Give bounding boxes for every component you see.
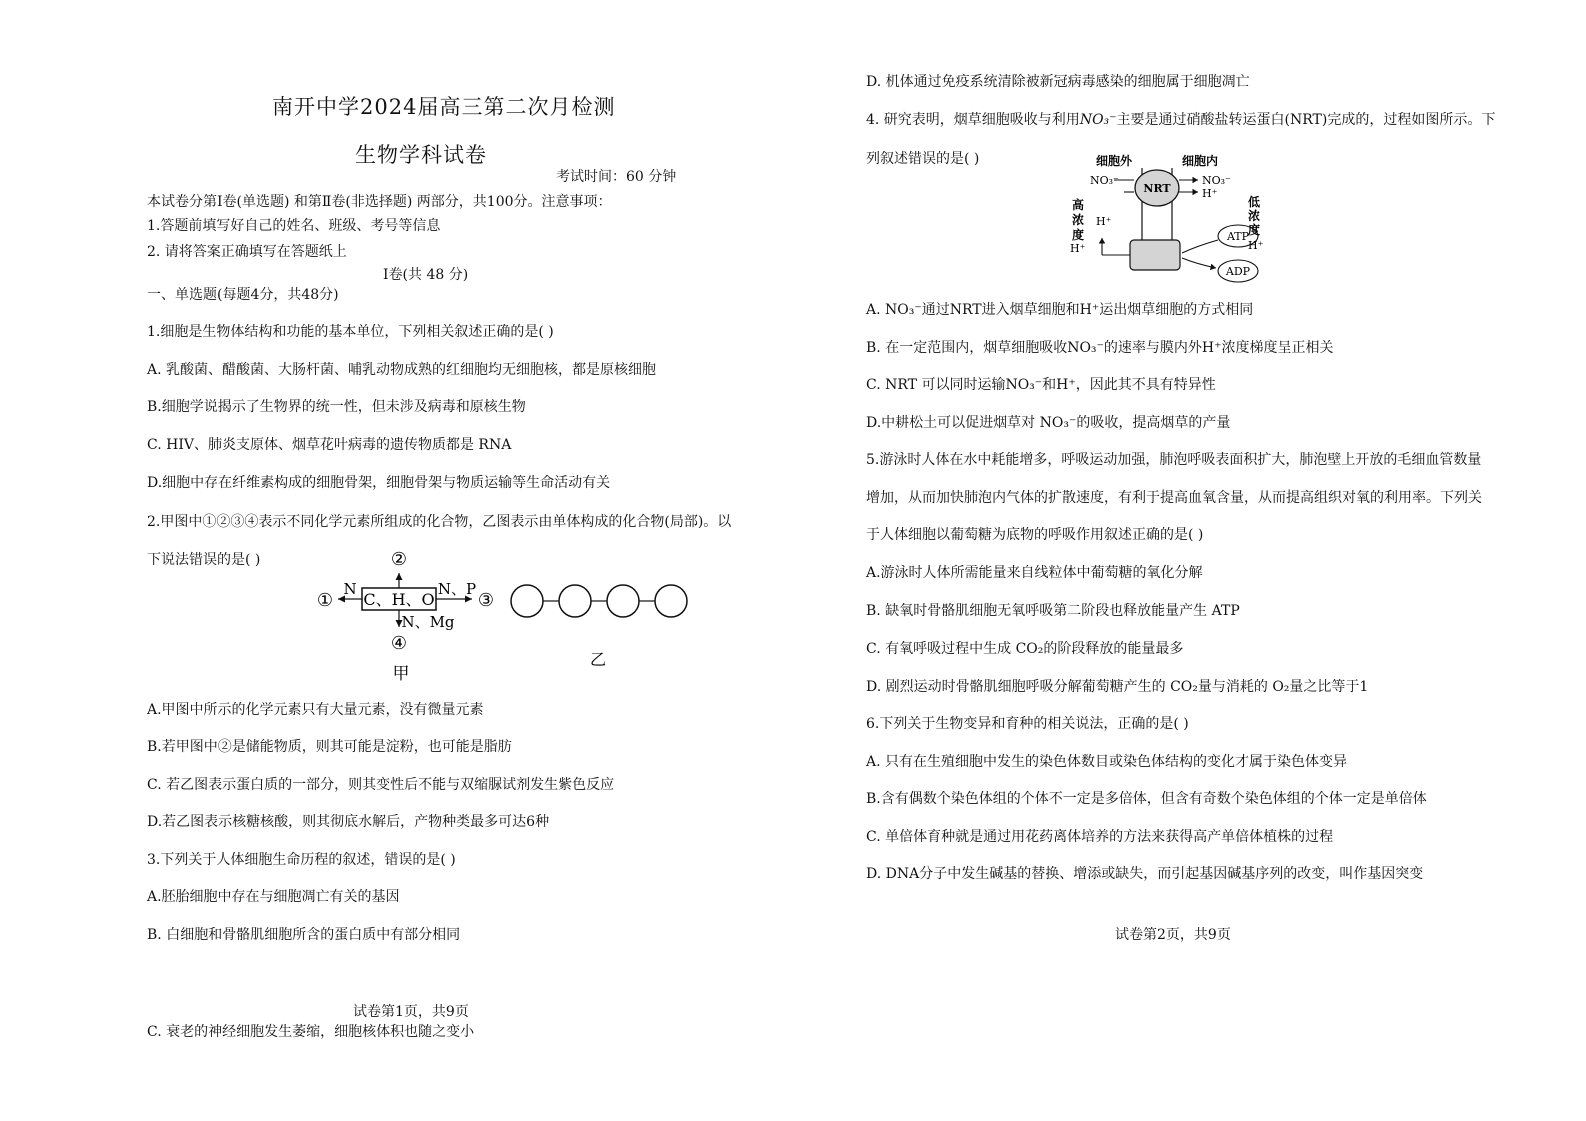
q1-option-d: D.细胞中存在纤维素构成的细胞骨架，细胞骨架与物质运输等生命活动有关 [147, 475, 611, 491]
q1-stem: 1.细胞是生物体结构和功能的基本单位，下列相关叙述正确的是( ) [147, 324, 554, 340]
compound-4: ④ [390, 633, 408, 654]
low-char-1: 低 [1248, 195, 1261, 209]
q6-stem: 6.下列关于生物变异和育种的相关说法，正确的是( ) [866, 716, 1189, 732]
q1-option-b: B.细胞学说揭示了生物界的统一性，但未涉及病毒和原核生物 [147, 399, 526, 415]
proton-pump [1130, 240, 1180, 270]
no3-inside: NO₃⁻ [1202, 174, 1231, 187]
q4-option-c: C. NRT 可以同时运输NO₃⁻和H⁺，因此其不具有特异性 [866, 377, 1216, 393]
center-elements: C、H、O [363, 590, 435, 609]
q3-stem: 3.下列关于人体细胞生命历程的叙述，错误的是( ) [147, 852, 456, 868]
q3-option-d: D. 机体通过免疫系统清除被新冠病毒感染的细胞属于细胞凋亡 [866, 74, 1250, 90]
section-header: Ⅰ卷(共 48 分) [383, 267, 469, 283]
q3-option-b: B. 白细胞和骨骼肌细胞所含的蛋白质中有部分相同 [147, 927, 461, 943]
exam-time: 考试时间：60 分钟 [556, 169, 677, 185]
q4-stem-post: 主要是通过硝酸盐转运蛋白(NRT)完成的，过程如图所示。下 [1116, 112, 1496, 128]
q6-option-c: C. 单倍体育种就是通过用花药离体培养的方法来获得高产单倍体植株的过程 [866, 829, 1334, 845]
q2-option-c: C. 若乙图表示蛋白质的一部分，则其变性后不能与双缩脲试剂发生紫色反应 [147, 777, 615, 793]
q5-stem-line2: 增加，从而加快肺泡内气体的扩散速度，有利于提高血氧含量，从而提高组织对氧的利用率。下列关 [866, 490, 1482, 506]
q6-option-a: A. 只有在生殖细胞中发生的染色体数目或染色体结构的变化才属于染色体变异 [866, 754, 1348, 770]
h-inside-low: H⁺ [1248, 239, 1264, 252]
compound-2: ② [390, 549, 408, 570]
adp-label: ADP [1225, 265, 1251, 278]
page1-footer: 试卷第1页，共9页 [353, 1004, 469, 1020]
q4-stem-pre: 4. 研究表明，烟草细胞吸收与利用 [866, 112, 1080, 128]
compound-1: ① [316, 590, 334, 611]
low-char-3: 度 [1248, 223, 1261, 237]
atp-label: ATP [1226, 230, 1250, 243]
h-inside-top: H⁺ [1202, 187, 1218, 200]
q5-option-c: C. 有氧呼吸过程中生成 CO₂的阶段释放的能量最多 [866, 641, 1184, 657]
label-yi: 乙 [589, 650, 607, 669]
element-nmg: N、Mg [401, 613, 455, 631]
subject-title: 生物学科试卷 [355, 143, 487, 167]
label-inside: 细胞内 [1181, 154, 1219, 168]
q5-option-d: D. 剧烈运动时骨骼肌细胞呼吸分解葡萄糖产生的 CO₂量与消耗的 O₂量之比等于1 [866, 679, 1369, 695]
q4-figure [1062, 150, 1272, 285]
q4-option-d: D.中耕松土可以促进烟草对 NO₃⁻的吸收，提高烟草的产量 [866, 415, 1231, 431]
label-jia: 甲 [392, 664, 410, 684]
label-outside: 细胞外 [1095, 154, 1133, 168]
section-title: 一、单选题(每题4分，共48分) [147, 287, 339, 303]
q1-option-a: A. 乳酸菌、醋酸菌、大肠杆菌、哺乳动物成熟的红细胞均无细胞核，都是原核细胞 [147, 362, 657, 378]
h-outside-high: H⁺ [1070, 242, 1086, 255]
low-char-2: 浓 [1248, 209, 1261, 223]
q5-stem-line1: 5.游泳时人体在水中耗能增多，呼吸运动加强，肺泡呼吸表面积扩大，肺泡壁上开放的毛细血管数量 [866, 452, 1482, 468]
q4-option-b: B. 在一定范围内，烟草细胞吸收NO₃⁻的速率与膜内外H⁺浓度梯度呈正相关 [866, 340, 1334, 356]
compound-3: ③ [477, 590, 495, 611]
note-1: 1.答题前填写好自己的姓名、班级、考号等信息 [147, 218, 441, 234]
q6-option-b: B.含有偶数个染色体组的个体不一定是多倍体，但含有奇数个染色体组的个体一定是单倍体 [866, 791, 1427, 807]
q1-option-c: C. HIV、肺炎支原体、烟草花叶病毒的遗传物质都是 RNA [147, 437, 512, 453]
h-outside-mid: H⁺ [1096, 215, 1112, 228]
q4-stem-formula: NO₃⁻ [1079, 112, 1117, 128]
page2-footer: 试卷第2页，共9页 [1115, 927, 1231, 943]
q2-option-a: A.甲图中所示的化学元素只有大量元素，没有微量元素 [147, 702, 484, 718]
high-char-2: 浓 [1072, 213, 1085, 227]
q4-option-a: A. NO₃⁻通过NRT进入烟草细胞和H⁺运出烟草细胞的方式相同 [866, 302, 1254, 318]
note-2: 2. 请将答案正确填写在答题纸上 [147, 244, 347, 260]
q3-option-a: A.胚胎细胞中存在与细胞凋亡有关的基因 [147, 889, 400, 905]
q5-option-b: B. 缺氧时骨骼肌细胞无氧呼吸第二阶段也释放能量产生 ATP [866, 603, 1240, 619]
element-np: N、P [437, 580, 477, 598]
q2-stem-line1: 2.甲图中①②③④表示不同化学元素所组成的化合物，乙图表示由单体构成的化合物(局部)。以 [147, 514, 732, 530]
exam-title: 南开中学2024届高三第二次月检测 [272, 95, 616, 119]
q3-option-c: C. 衰老的神经细胞发生萎缩，细胞核体积也随之变小 [147, 1024, 475, 1040]
q2-option-d: D.若乙图表示核糖核酸，则其彻底水解后，产物种类最多可达6种 [147, 814, 550, 830]
high-char-3: 度 [1072, 228, 1085, 242]
q5-stem-line3: 于人体细胞以葡萄糖为底物的呼吸作用叙述正确的是( ) [866, 527, 1204, 543]
no3-outside: NO₃⁻ [1090, 174, 1119, 187]
q2-option-b: B.若甲图中②是储能物质，则其可能是淀粉，也可能是脂肪 [147, 739, 512, 755]
exam-intro: 本试卷分第Ⅰ卷(单选题) 和第Ⅱ卷(非选择题) 两部分，共100分。注意事项： [147, 194, 612, 210]
high-char-1: 高 [1072, 198, 1085, 212]
q2-stem-line2: 下说法错误的是( ) [147, 552, 261, 568]
q5-option-a: A.游泳时人体所需能量来自线粒体中葡萄糖的氧化分解 [866, 565, 1203, 581]
element-n: N [343, 580, 357, 598]
q6-option-d: D. DNA分子中发生碱基的替换、增添或缺失，而引起基因碱基序列的改变，叫作基因突变 [866, 866, 1424, 882]
q2-figure [300, 545, 700, 690]
q4-stem-line2: 列叙述错误的是( ) [866, 151, 980, 167]
q4-stem-line1 [866, 111, 1495, 129]
nrt-label: NRT [1143, 182, 1171, 195]
monomer-chain [511, 585, 687, 617]
